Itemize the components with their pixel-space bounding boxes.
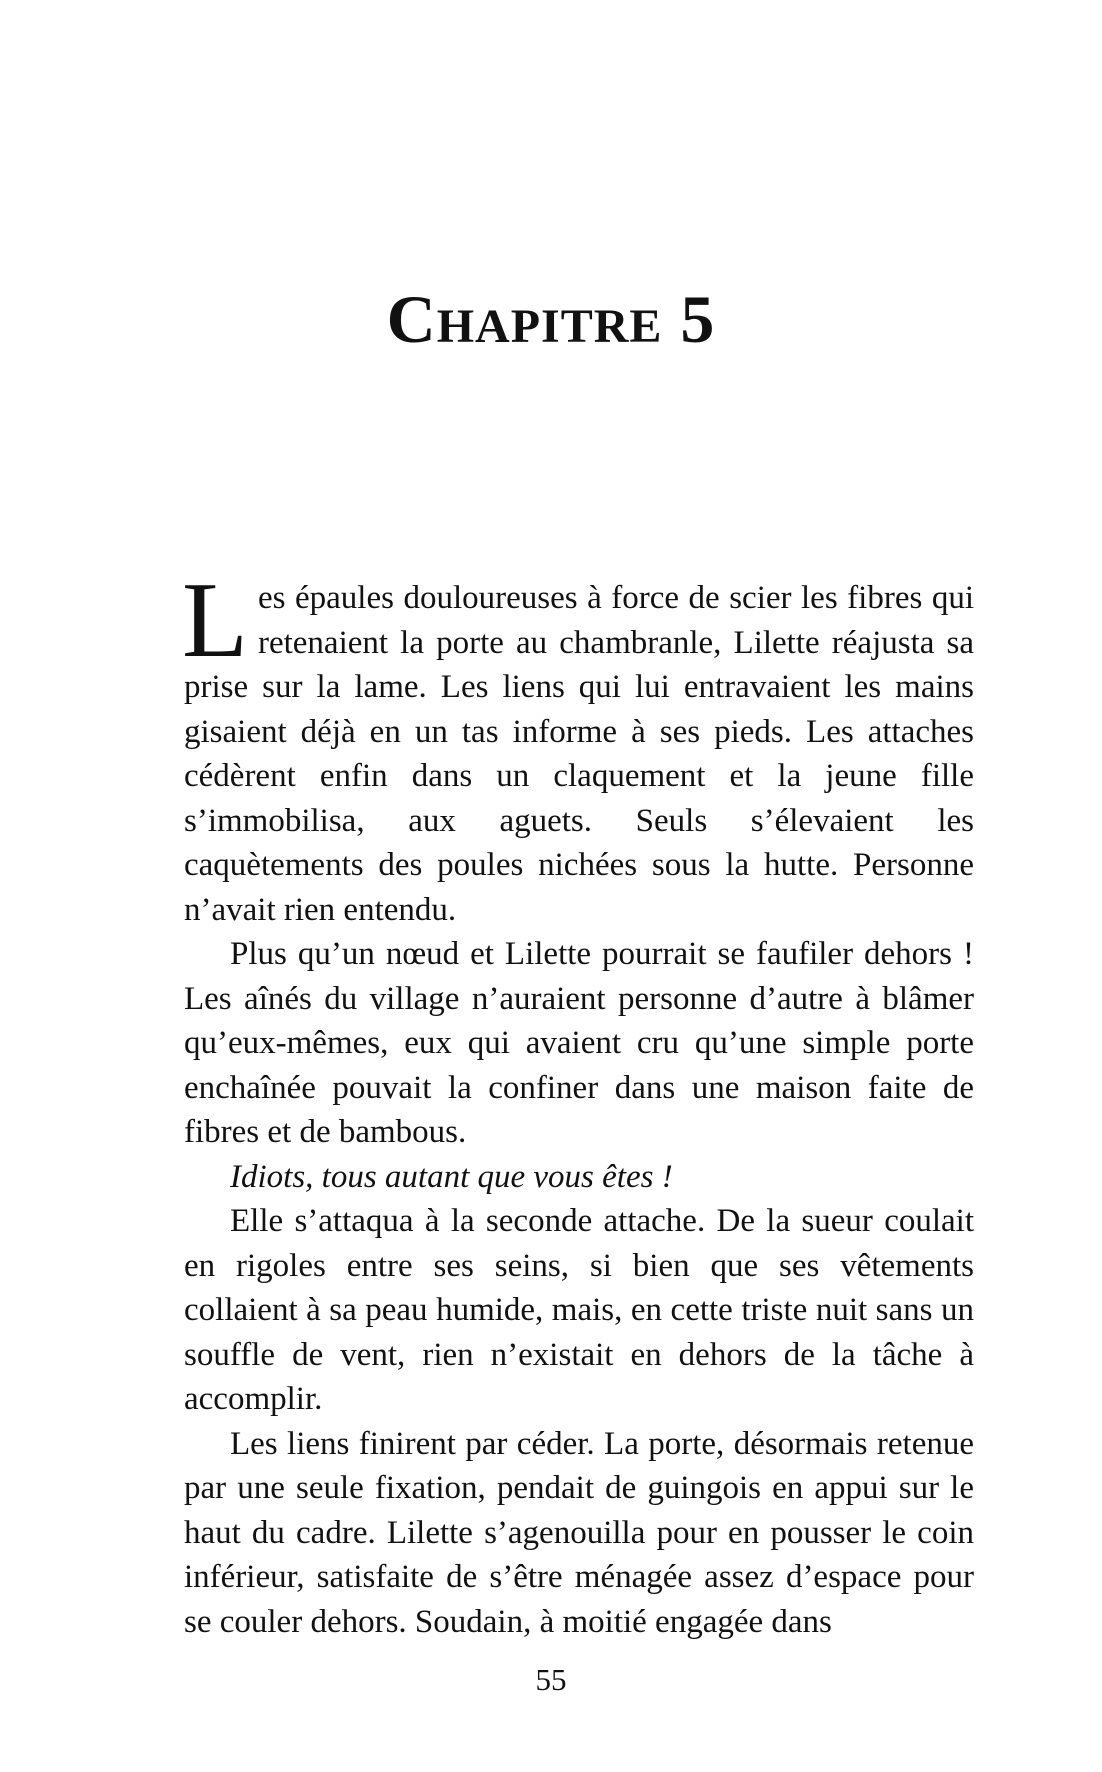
paragraph-2: Plus qu’un nœud et Lilette pourrait se faufiler dehors ! Les aînés du village n’auraient personne d’autre à blâmer qu’eux-mêmes, eux qui avaient cru qu’une simple porte enchaînée pouvait la confiner dans une maison faite de fibres et de bambous.: [184, 936, 974, 1150]
chapter-title: Chapitre 5: [386, 281, 716, 357]
chapter-body: [182, 561, 974, 1644]
paragraph-4: Elle s’attaqua à la seconde attache. De la sueur coulait en rigoles entre ses seins, si bien que ses vêtements collaient à sa peau humide, mais, en cette triste nuit sans un souffle de vent, rien n’existait en dehors de la tâche à accomplir.: [184, 1203, 974, 1417]
paragraph-1-text: es épaules douloureuses à force de scier les fibres qui retenaient la porte au chambranle, Lilette réajusta sa prise sur la lame. Les liens qui lui entravaient les mains gisaient déjà en un tas informe à ses pieds. Les attaches cédèrent enfin dans un claquement et la jeune fille s’immobilisa, aux aguets. Seuls s’élevaient les caquètements des poules nichées sous la hutte. Personne n’avait rien entendu.: [184, 580, 974, 928]
paragraph-5: Les liens finirent par céder. La porte, désormais retenue par une seule fixation, pendait de guingois en appui sur le haut du cadre. Lilette s’agenouilla pour en pousser le coin inférieur, satisfaite de s’être ménagée assez d’espace pour se couler dehors. Soudain, à moitié engagée dans: [184, 1425, 974, 1640]
paragraph-3-italic: Idiots, tous autant que vous êtes !: [230, 1158, 673, 1195]
page-number: 55: [535, 1662, 567, 1697]
paragraph-1: [182, 561, 974, 932]
drop-cap: L: [182, 561, 248, 680]
